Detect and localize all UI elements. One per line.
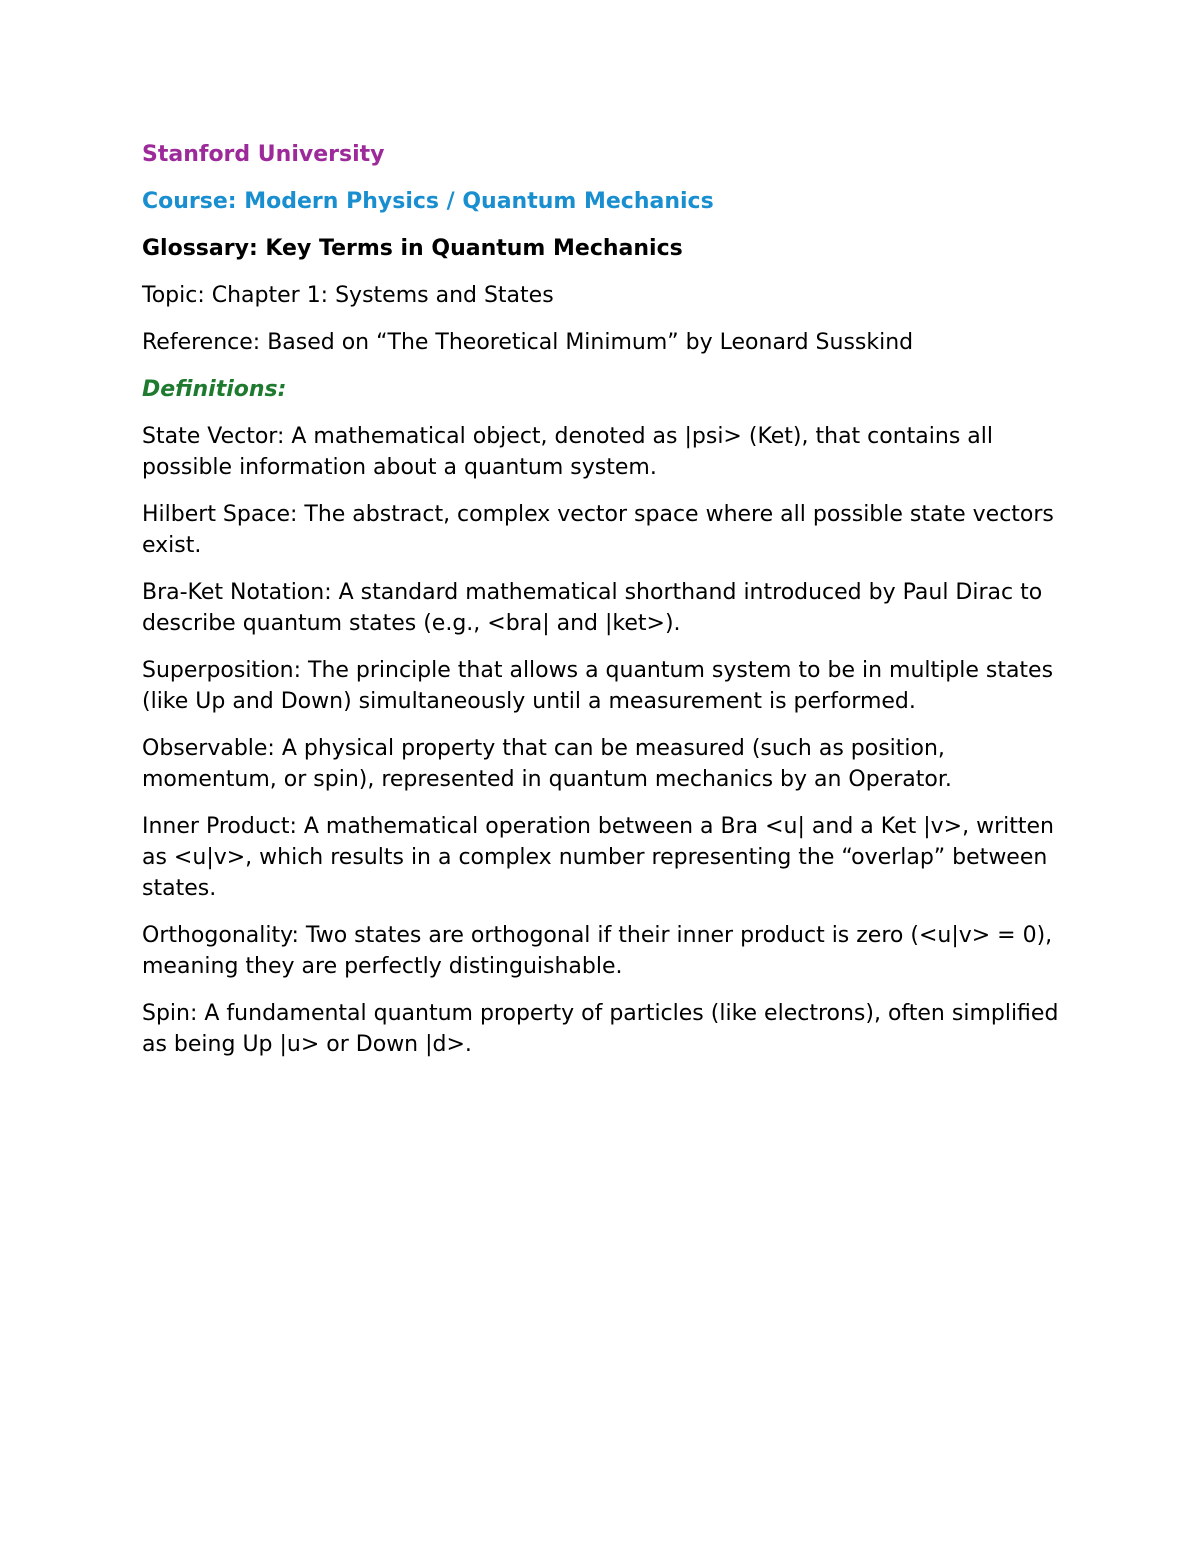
definitions-list: [142, 421, 1062, 1060]
definition-inner-product: Inner Product: A mathematical operation between a Bra <u| and a Ket |v>, written as <u|v>, which results in a complex number representing the “overlap” between states.: [142, 814, 1054, 901]
definition-superposition: Superposition: The principle that allows a quantum system to be in multiple states (like Up and Down) simultaneously until a measurement is performed.: [142, 658, 1054, 714]
definition-hilbert-space: Hilbert Space: The abstract, complex vector space where all possible state vectors exist.: [142, 502, 1054, 558]
definition-observable: Observable: A physical property that can be measured (such as position, momentum, or spin), represented in quantum mechanics by an Operator.: [142, 736, 952, 792]
glossary-title: Glossary: Key Terms in Quantum Mechanics: [142, 236, 683, 261]
definition-bra-ket-notation: Bra-Ket Notation: A standard mathematical shorthand introduced by Paul Dirac to describe quantum states (e.g., <bra| and |ket>).: [142, 580, 1043, 636]
document-page: [142, 139, 1062, 1076]
course-title: Course: Modern Physics / Quantum Mechanics: [142, 189, 714, 214]
definition-state-vector: State Vector: A mathematical object, denoted as |psi> (Ket), that contains all possible information about a quantum system.: [142, 424, 993, 480]
definition-orthogonality: Orthogonality: Two states are orthogonal if their inner product is zero (<u|v> = 0), meaning they are perfectly distinguishable.: [142, 923, 1053, 979]
definitions-heading: Definitions:: [142, 377, 287, 402]
definition-spin: Spin: A fundamental quantum property of particles (like electrons), often simplified as being Up |u> or Down |d>.: [142, 1001, 1059, 1057]
university-name: Stanford University: [142, 142, 385, 167]
topic-line: Topic: Chapter 1: Systems and States: [142, 283, 554, 308]
reference-line: Reference: Based on “The Theoretical Minimum” by Leonard Susskind: [142, 330, 914, 355]
